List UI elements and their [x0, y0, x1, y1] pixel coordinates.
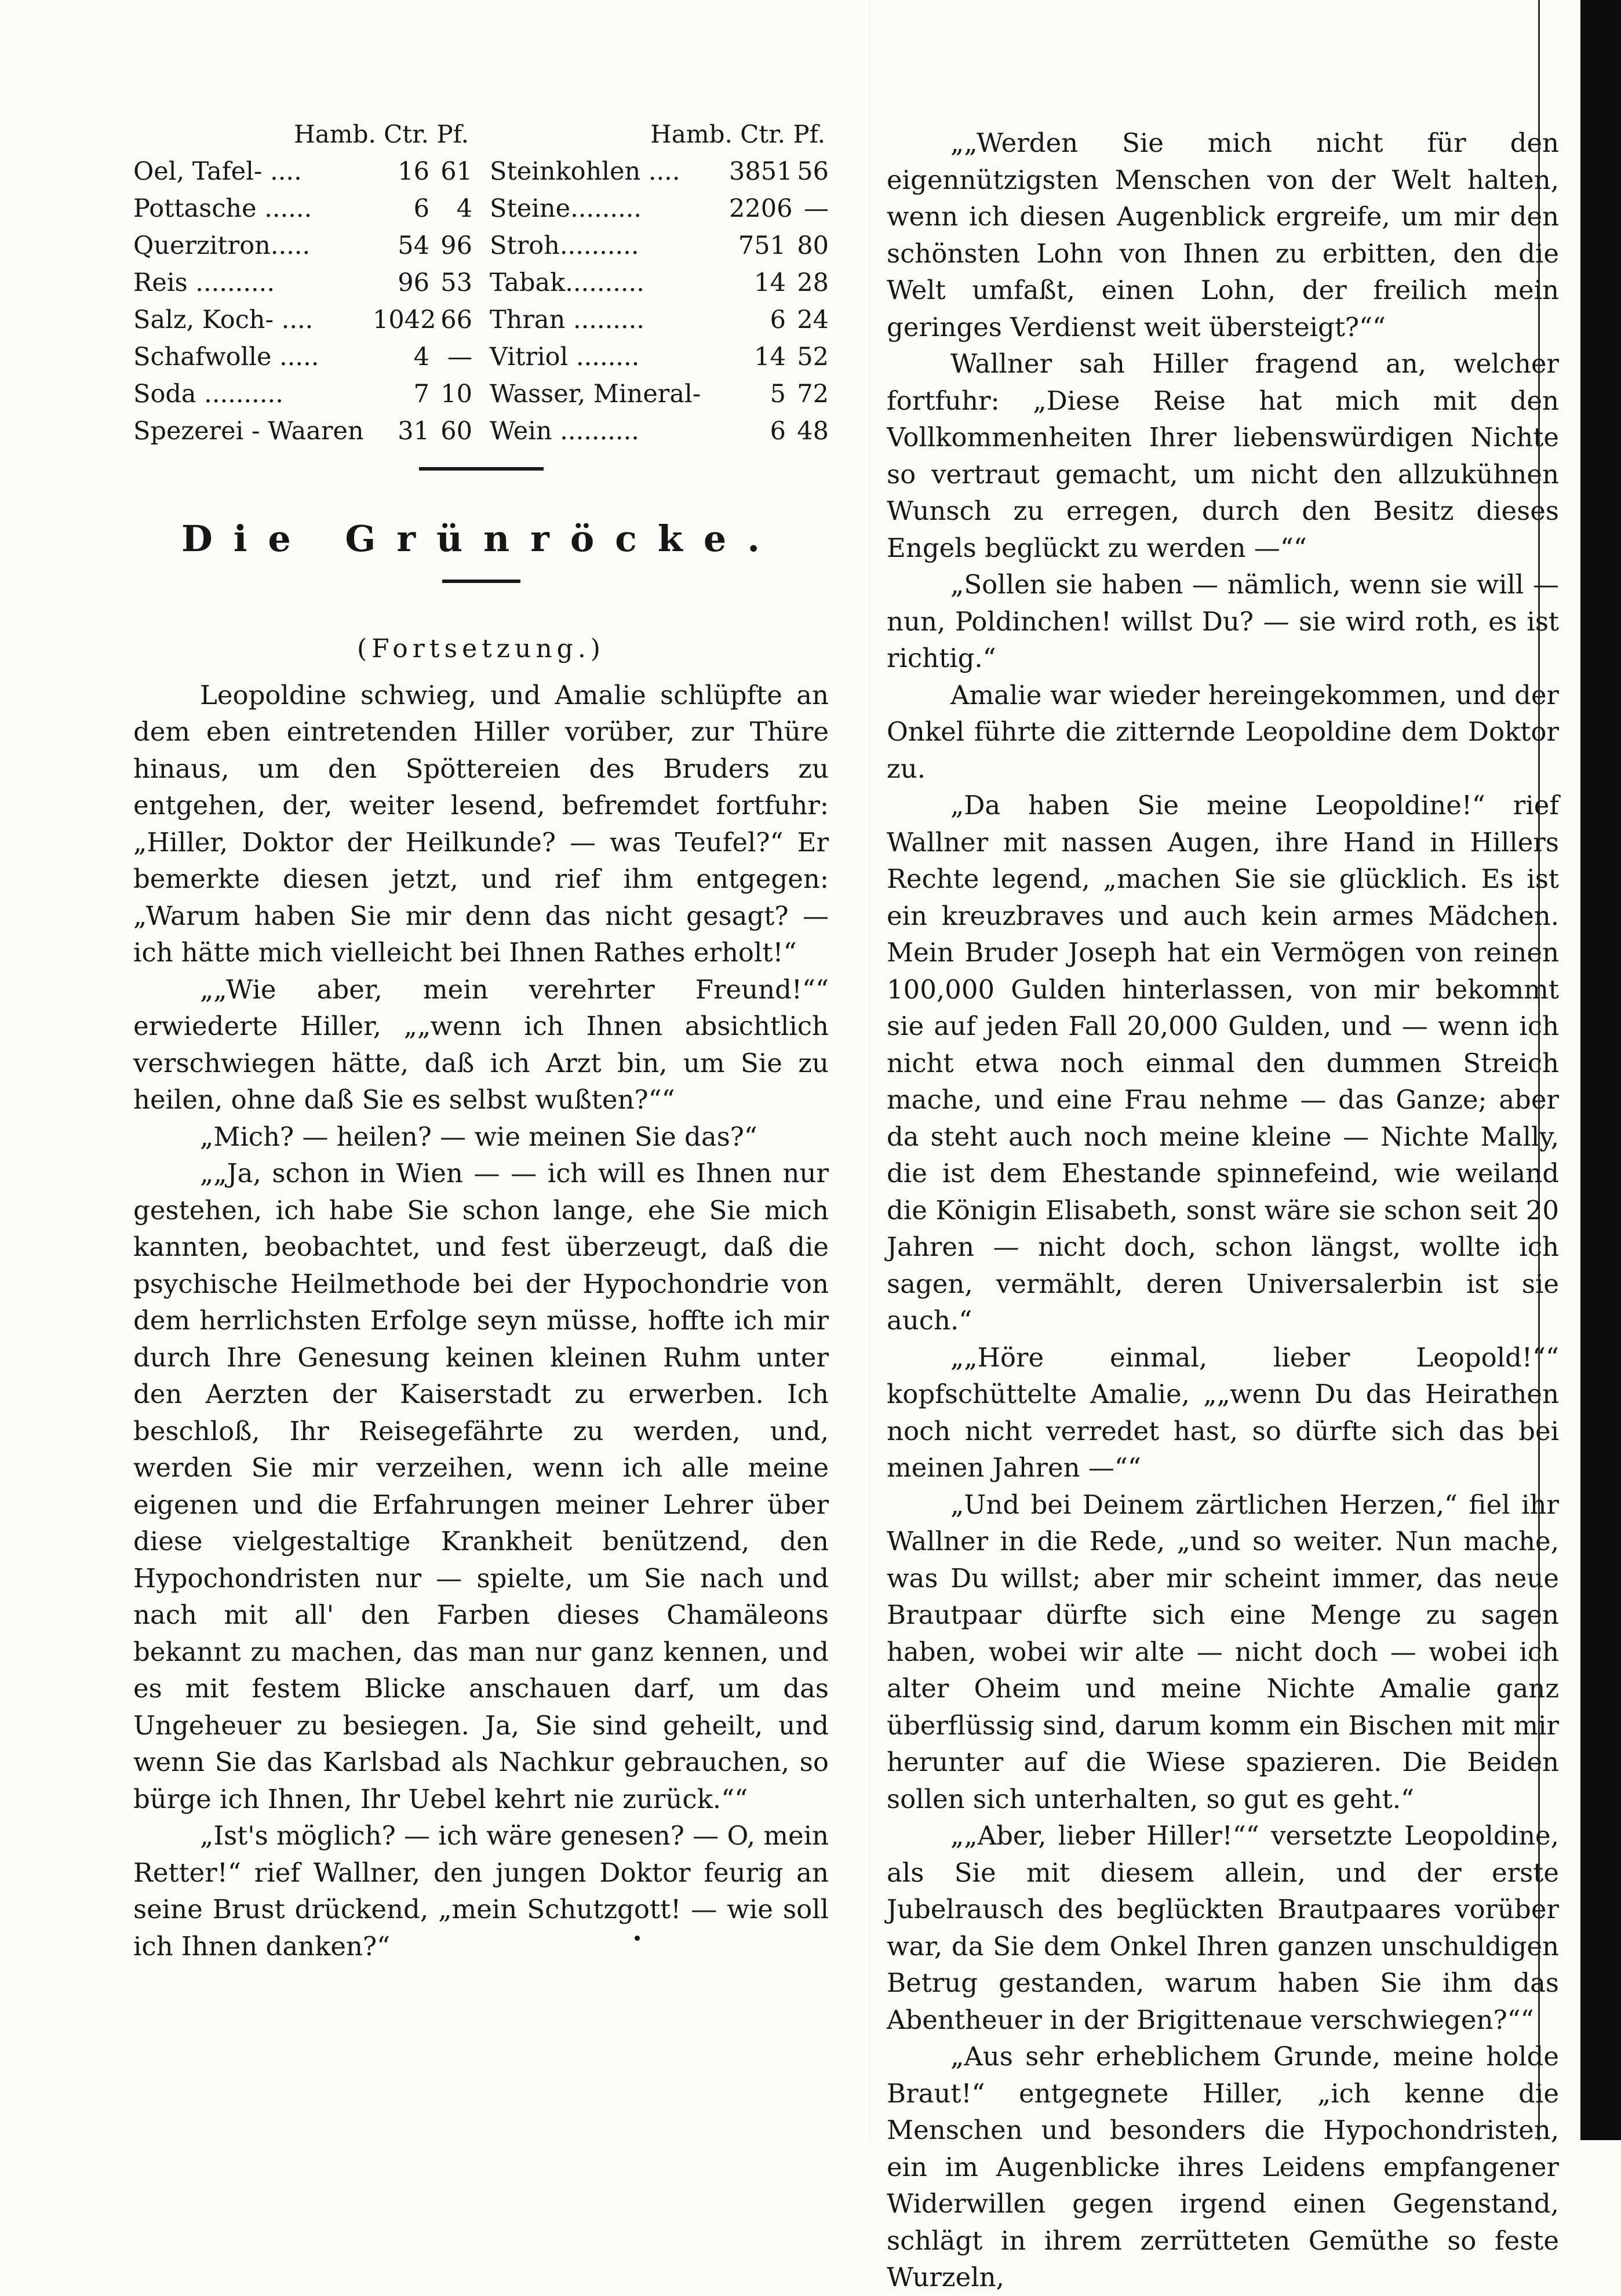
price-row	[133, 264, 472, 301]
price-item: Reis ..........	[133, 268, 275, 297]
article-title: Die Grünröcke.	[181, 517, 781, 560]
price-row	[490, 190, 829, 227]
section-divider	[419, 467, 544, 471]
price-ctr: 5	[770, 380, 786, 409]
price-pf: 52	[797, 342, 829, 371]
stray-dot	[635, 1936, 640, 1941]
price-pf: 28	[797, 268, 829, 297]
price-pf: 48	[797, 417, 829, 446]
price-pf: —	[447, 342, 472, 371]
price-row	[490, 301, 829, 338]
price-ctr: 1042	[373, 305, 436, 334]
left-column	[133, 116, 829, 1965]
price-item: Spezerei - Waaren	[133, 417, 364, 446]
price-ctr: 14	[754, 342, 786, 371]
paragraph: „„Aber, lieber Hiller!““ versetzte Leopoldine, als Sie mit diesem allein, und der erste Jubelrausch des beglückten Brautpaares vorüber war, da Sie dem Onkel Ihren ganzen unschuldigen Betrug gestanden, warum haben Sie ihm das Abentheuer in der Brigittenaue verschwiegen?““	[887, 1820, 1559, 2035]
paragraph: „Und bei Deinem zärtlichen Herzen,“ fiel ihr Wallner in die Rede, „und so weiter. Nun mache, was Du willst; aber mir scheint immer, das neue Brautpaar dürfte sich eine Menge zu sagen haben, wobei wir alte — nicht doch — wobei ich alter Oheim und meine Nichte Amalie ganz überflüssig sind, darum komm ein Bischen mit mir herunter auf die Wiese spazieren. Die Beiden sollen sich unterhalten, so gut es geht.“	[887, 1489, 1559, 1814]
price-row	[133, 153, 472, 190]
price-ctr: 7	[413, 380, 429, 409]
price-pf: 61	[440, 157, 472, 186]
price-item: Pottasche ......	[133, 194, 312, 223]
price-ctr: 96	[398, 268, 429, 297]
price-ctr: 31	[398, 417, 429, 446]
price-row	[133, 227, 472, 264]
price-row	[133, 413, 472, 450]
paragraph: „„Wie aber, mein verehrter Freund!““ erwiederte Hiller, „„wenn ich Ihnen absichtlich verschwiegen hätte, daß ich Arzt bin, um Sie zu heilen, ohne daß Sie es selbst wußten?““	[133, 974, 829, 1115]
price-item: Stroh..........	[490, 231, 639, 260]
price-row	[490, 413, 829, 450]
price-item: Salz, Koch- ....	[133, 305, 314, 334]
price-ctr: 3851	[729, 157, 793, 186]
continuation-note: (Fortsetzung.)	[357, 634, 605, 664]
price-row	[133, 190, 472, 227]
price-row	[490, 376, 829, 413]
price-row	[490, 338, 829, 376]
price-row	[490, 227, 829, 264]
price-pf: —	[804, 194, 829, 223]
paragraph: „„Ja, schon in Wien — — ich will es Ihnen nur gestehen, ich habe Sie schon lange, ehe Sie mich kannten, beobachtet, und fest überzeugt, daß die psychische Heilmethode bei der Hypochondrie von dem herrlichsten Erfolge seyn müsse, hoffte ich mir durch Ihre Genesung keinen kleinen Ruhm unter den Aerzten der Kaiserstadt zu erwerben. Ich beschloß, Ihr Reisegefährte zu werden, und, werden Sie mir verzeihen, wenn ich alle meine eigenen und die Erfahrungen meiner Lehrer über diese vielgestaltige Krankheit benützend, den Hypochondristen nur — spielte, um Sie nach und nach mit all' den Farben dieses Chamäleons bekannt zu machen, das man nur ganz kennen, und es mit festem Blicke anschauen darf, um das Ungeheuer zu besiegen. Ja, Sie sind geheilt, und wenn Sie das Karlsbad als Nachkur gebrauchen, so bürge ich Ihnen, Ihr Uebel kehrt nie zurück.““	[133, 1158, 829, 1814]
paragraph: Amalie war wieder hereingekommen, und der Onkel führte die zitternde Leopoldine dem Doktor zu.	[887, 679, 1559, 784]
price-pf: 53	[440, 268, 472, 297]
title-divider	[442, 580, 520, 583]
price-item: Tabak..........	[490, 268, 644, 297]
price-row	[133, 338, 472, 376]
price-item: Steine.........	[490, 194, 642, 223]
price-table-header: Hamb. Ctr. Pf.	[294, 120, 469, 148]
price-pf: 10	[440, 380, 472, 409]
right-column	[887, 125, 1559, 2296]
paragraph: „„Höre einmal, lieber Leopold!““ kopfschüttelte Amalie, „„wenn Du das Heirathen noch nicht verredet hast, so dürfte sich das bei meinen Jahren —““	[887, 1342, 1559, 1483]
price-pf: 56	[797, 157, 829, 186]
price-row	[490, 153, 829, 190]
price-table-left	[133, 116, 472, 450]
price-row	[133, 376, 472, 413]
price-pf: 60	[440, 417, 472, 446]
paragraph: „Mich? — heilen? — wie meinen Sie das?“	[200, 1121, 757, 1152]
page-edge-shadow	[1580, 0, 1621, 2140]
price-ctr: 4	[413, 342, 429, 371]
price-item: Oel, Tafel- ....	[133, 157, 302, 186]
price-ctr: 6	[770, 305, 786, 334]
paragraph: „Ist's möglich? — ich wäre genesen? — O, mein Retter!“ rief Wallner, den jungen Doktor feurig an seine Brust drückend, „mein Schutzgott! — wie soll ich Ihnen danken?“	[133, 1820, 829, 1962]
paragraph: Leopoldine schwieg, und Amalie schlüpfte an dem eben eintretenden Hiller vorüber, zur Thüre hinaus, um den Spöttereien des Bruders zu entgehen, der, weiter lesend, befremdet fortfuhr: „Hiller, Doktor der Heilkunde? — was Teufel?“ Er bemerkte diesen jetzt, und rief ihm entgegen: „Warum haben Sie mir denn das nicht gesagt? — ich hätte mich vielleicht bei Ihnen Rathes erholt!“	[133, 679, 829, 968]
price-pf: 80	[797, 231, 829, 260]
price-row	[133, 301, 472, 338]
price-ctr: 6	[413, 194, 429, 223]
price-item: Wasser, Mineral-	[490, 380, 701, 409]
price-pf: 4	[456, 194, 472, 223]
price-table-right	[490, 116, 829, 450]
page-crease	[869, 0, 870, 2140]
price-pf: 24	[797, 305, 829, 334]
price-ctr: 16	[398, 157, 429, 186]
paragraph: „Da haben Sie meine Leopoldine!“ rief Wallner mit nassen Augen, ihre Hand in Hillers Rechte legend, „machen Sie sie glücklich. Es ist ein kreuzbraves und auch kein armes Mädchen. Mein Bruder Joseph hat ein Vermögen von reinen 100,000 Gulden hinterlassen, von mir bekommt sie auf jeden Fall 20,000 Gulden, und — wenn ich nicht etwa noch einmal den dummen Streich mache, und eine Frau nehme — das Ganze; aber da steht auch noch meine kleine — Nichte Mally, die ist dem Ehestande spinnefeind, wie weiland die Königin Elisabeth, sonst wäre sie schon seit 20 Jahren — nicht doch, schon längst, wollte ich sagen, vermählt, deren Universalerbin ist sie auch.“	[887, 790, 1559, 1336]
paragraph: „Sollen sie haben — nämlich, wenn sie will — nun, Poldinchen! willst Du? — sie wird roth, es ist richtig.“	[887, 569, 1559, 673]
price-item: Soda ..........	[133, 380, 283, 409]
price-item: Schafwolle .....	[133, 342, 319, 371]
price-pf: 72	[797, 380, 829, 409]
paragraph: „Aus sehr erheblichem Grunde, meine holde Braut!“ entgegnete Hiller, „ich kenne die Menschen und besonders die Hypochondristen, ein im Augenblicke ihres Leidens empfangener Widerwillen gegen irgend einen Gegenstand, schlägt in ihrem zerrütteten Gemüthe so feste Wurzeln,	[887, 2041, 1559, 2293]
price-ctr: 6	[770, 417, 786, 446]
price-pf: 96	[440, 231, 472, 260]
price-tables	[133, 116, 829, 450]
price-item: Thran .........	[490, 305, 644, 334]
price-ctr: 2206	[729, 194, 793, 223]
left-text	[133, 677, 829, 1965]
price-ctr: 751	[738, 231, 786, 260]
price-pf: 66	[440, 305, 472, 334]
paragraph: Wallner sah Hiller fragend an, welcher fortfuhr: „Diese Reise hat mich mit den Vollkommenheiten Ihrer liebenswürdigen Nichte so vertraut gemacht, um nicht den allzukühnen Wunsch zu erregen, durch den Besitz dieses Engels beglückt zu werden —““	[887, 348, 1559, 563]
paragraph: „„Werden Sie mich nicht für den eigennützigsten Menschen von der Welt halten, wenn ich diesen Augenblick ergreife, um mir den schönsten Lohn von Ihnen zu erbitten, den die Welt umfaßt, einen Lohn, der freilich mein geringes Verdienst weit übersteigt?““	[887, 127, 1559, 342]
price-ctr: 14	[754, 268, 786, 297]
price-item: Wein ..........	[490, 417, 639, 446]
price-item: Steinkohlen ....	[490, 157, 680, 186]
price-item: Vitriol ........	[490, 342, 640, 371]
price-row	[490, 264, 829, 301]
price-ctr: 54	[398, 231, 429, 260]
right-text	[887, 125, 1559, 2296]
price-item: Querzitron.....	[133, 231, 311, 260]
price-table-header: Hamb. Ctr. Pf.	[650, 120, 825, 148]
